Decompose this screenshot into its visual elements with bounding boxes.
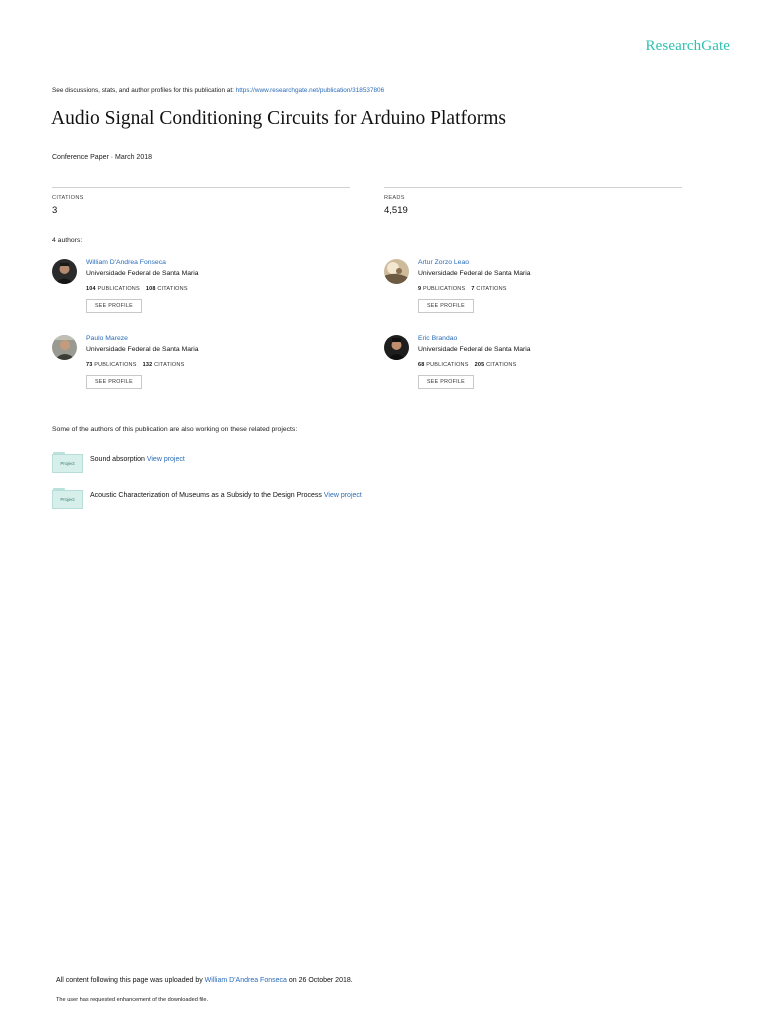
upload-prefix: All content following this page was uploaded by (56, 977, 205, 984)
publications-label: PUBLICATIONS (97, 286, 140, 292)
reads-label: READS (384, 195, 405, 201)
citations-count: 108 (145, 286, 156, 292)
author-card (52, 259, 352, 323)
author-institution: Universidade Federal de Santa Maria (418, 346, 531, 353)
citations-count: 7 (471, 286, 475, 292)
author-metrics (86, 362, 184, 368)
researchgate-logo[interactable]: ResearchGate (645, 38, 730, 54)
citations-label: CITATIONS (157, 286, 188, 292)
citations-label: CITATIONS (476, 286, 507, 292)
discussion-line (52, 87, 384, 94)
project-folder-icon (52, 452, 83, 473)
author-institution: Universidade Federal de Santa Maria (86, 270, 199, 277)
project-text (90, 456, 185, 463)
citations-label: CITATIONS (154, 362, 185, 368)
author-name-link[interactable]: Artur Zorzo Leao (418, 259, 469, 266)
authors-heading: 4 authors: (52, 237, 83, 244)
publications-label: PUBLICATIONS (426, 362, 469, 368)
citations-count: 132 (142, 362, 153, 368)
project-icon-label: Project (52, 454, 83, 473)
related-project-item (52, 452, 552, 476)
author-avatar[interactable] (384, 335, 409, 360)
publications-count: 9 (418, 286, 422, 292)
publication-type-date: Conference Paper · March 2018 (52, 154, 152, 161)
see-profile-button[interactable]: SEE PROFILE (86, 299, 142, 313)
related-project-item (52, 488, 552, 512)
publication-title: Audio Signal Conditioning Circuits for Arduino Platforms (51, 108, 506, 129)
citations-label: CITATIONS (52, 195, 84, 201)
publications-count: 73 (86, 362, 93, 368)
citations-label: CITATIONS (486, 362, 517, 368)
related-projects-heading: Some of the authors of this publication are also working on these related projects: (52, 426, 298, 433)
see-profile-button[interactable]: SEE PROFILE (418, 299, 474, 313)
author-metrics (86, 286, 188, 292)
author-metrics (418, 362, 516, 368)
uploader-link[interactable]: William D'Andrea Fonseca (204, 977, 287, 984)
project-text (90, 492, 362, 499)
author-avatar[interactable] (52, 259, 77, 284)
author-name-link[interactable]: Eric Brandao (418, 335, 458, 342)
author-institution: Universidade Federal de Santa Maria (418, 270, 531, 277)
citations-value: 3 (52, 205, 58, 216)
view-project-link[interactable]: View project (146, 456, 185, 463)
author-institution: Universidade Federal de Santa Maria (86, 346, 199, 353)
see-profile-button[interactable]: SEE PROFILE (86, 375, 142, 389)
project-title: Acoustic Characterization of Museums as a Subsidy to the Design Process (90, 492, 324, 499)
project-title: Sound absorption (90, 456, 147, 463)
publications-label: PUBLICATIONS (423, 286, 466, 292)
enhancement-note: The user has requested enhancement of the downloaded file. (56, 997, 209, 1003)
publication-url-link[interactable]: https://www.researchgate.net/publication/318537806 (235, 87, 385, 94)
citations-count: 205 (474, 362, 485, 368)
discussion-text: See discussions, stats, and author profiles for this publication at: (52, 87, 236, 94)
upload-suffix: on 26 October 2018. (286, 977, 353, 984)
author-card (384, 259, 684, 323)
citations-stat (52, 187, 350, 216)
upload-notice (56, 977, 353, 984)
project-icon-label: Project (52, 490, 83, 509)
publications-count: 68 (418, 362, 425, 368)
view-project-link[interactable]: View project (323, 492, 362, 499)
author-metrics (418, 286, 507, 292)
publications-label: PUBLICATIONS (94, 362, 137, 368)
author-card (52, 335, 352, 399)
project-folder-icon (52, 488, 83, 509)
reads-stat (384, 187, 682, 216)
see-profile-button[interactable]: SEE PROFILE (418, 375, 474, 389)
author-card (384, 335, 684, 399)
author-name-link[interactable]: Paulo Mareze (86, 335, 128, 342)
publications-count: 104 (86, 286, 96, 292)
author-name-link[interactable]: William D'Andrea Fonseca (86, 259, 166, 266)
author-avatar[interactable] (52, 335, 77, 360)
reads-value: 4,519 (384, 205, 408, 216)
author-avatar[interactable] (384, 259, 409, 284)
